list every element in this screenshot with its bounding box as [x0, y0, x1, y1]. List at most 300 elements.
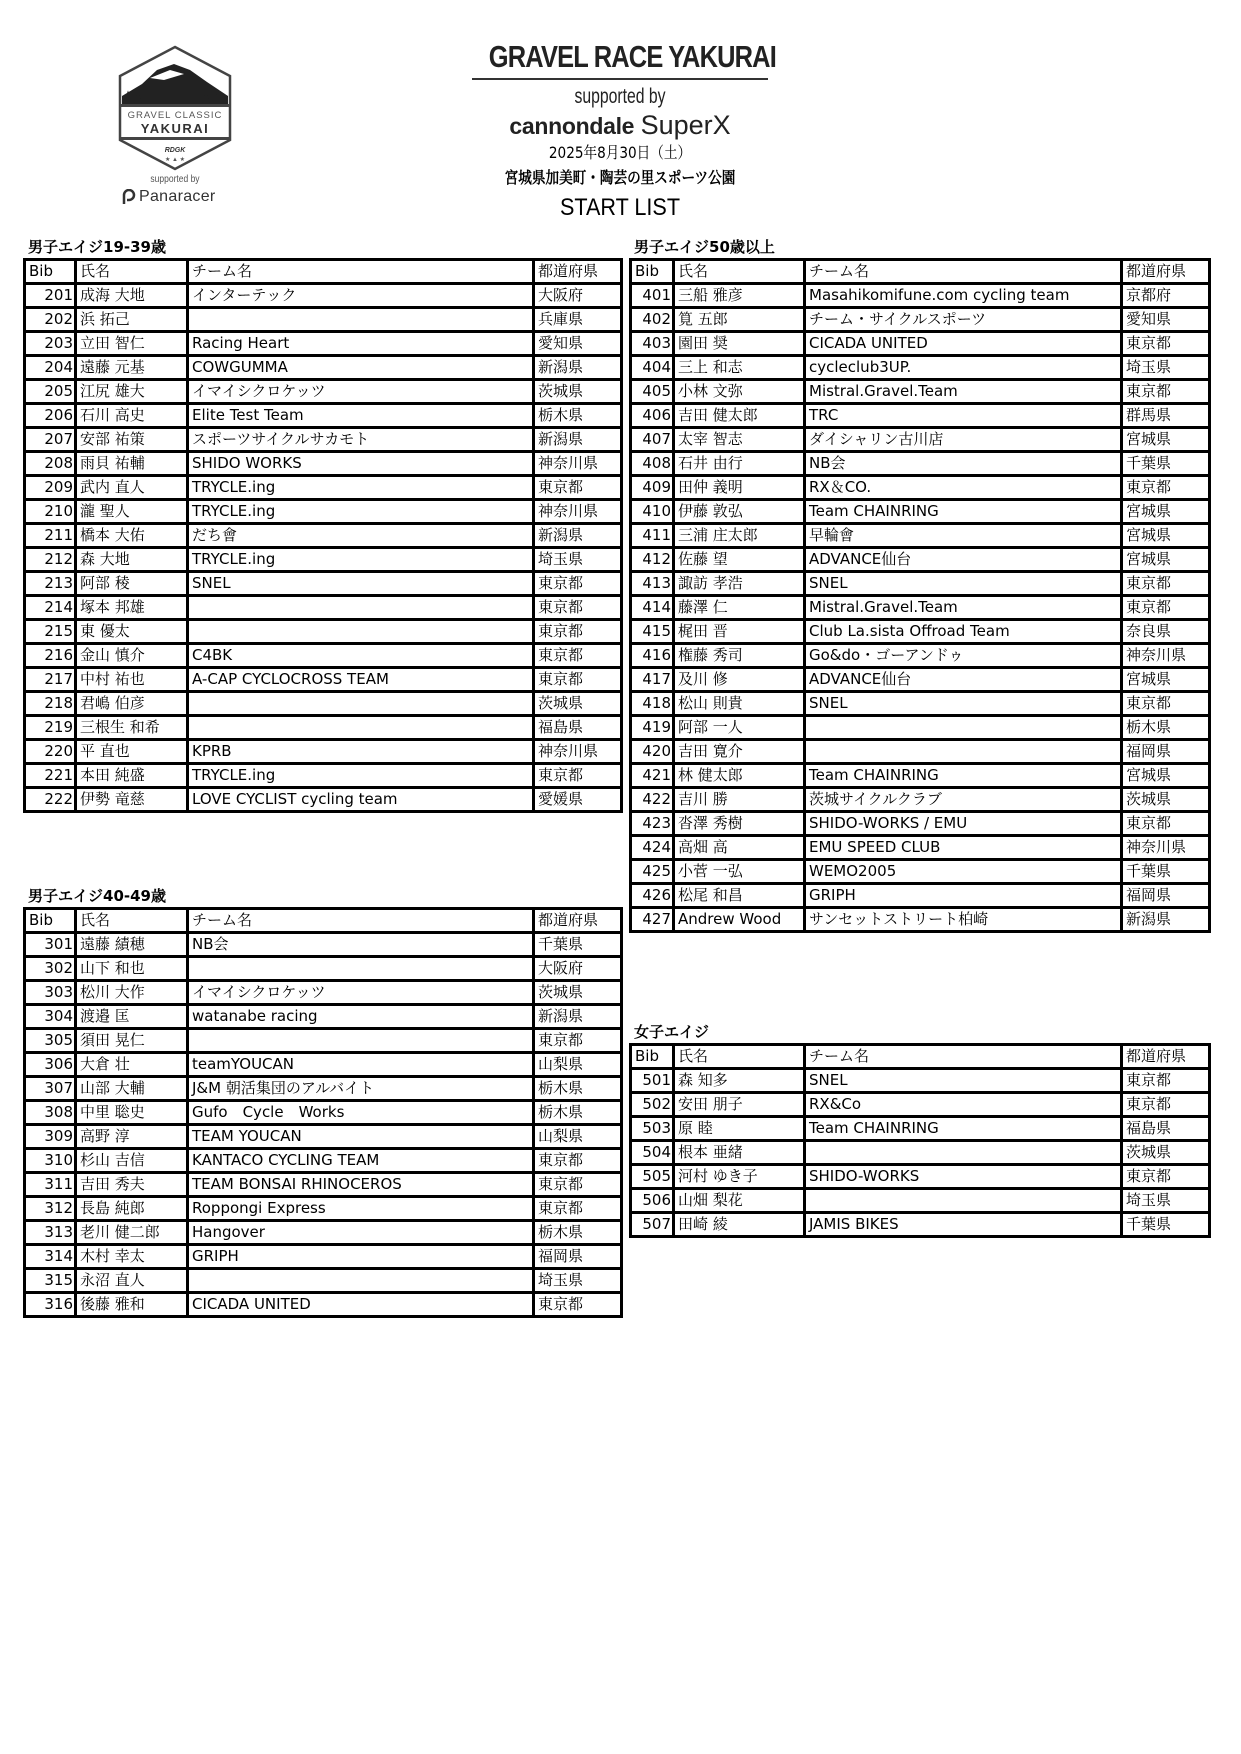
- section-title: 男子エイジ50歳以上: [634, 238, 775, 256]
- table-row: [25, 1173, 622, 1197]
- cell-prefecture: 栃木県: [534, 1221, 622, 1245]
- cell-prefecture: 東京都: [1122, 1069, 1210, 1093]
- cell-prefecture: 奈良県: [1122, 620, 1210, 644]
- cell-team: COWGUMMA: [188, 356, 534, 380]
- table-row: [631, 788, 1210, 812]
- cell-prefecture: 東京都: [1122, 332, 1210, 356]
- cell-team: RX＆CO.: [805, 476, 1122, 500]
- cell-team: ダイシャリン古川店: [805, 428, 1122, 452]
- cell-bib: 506: [631, 1189, 674, 1213]
- cell-team: イマイシクロケッツ: [188, 981, 534, 1005]
- cell-name: 後藤 雅和: [76, 1293, 188, 1317]
- cell-bib: 212: [25, 548, 76, 572]
- event-logo: [112, 44, 238, 210]
- cell-prefecture: 愛媛県: [534, 788, 622, 812]
- cell-bib: 215: [25, 620, 76, 644]
- cell-team: EMU SPEED CLUB: [805, 836, 1122, 860]
- logo-line1: GRAVEL CLASSIC: [127, 110, 223, 121]
- table-row: [631, 332, 1210, 356]
- column-header-prefecture: 都道府県: [1122, 260, 1210, 284]
- cell-team: [188, 308, 534, 332]
- table-row: [631, 404, 1210, 428]
- cell-team: C4BK: [188, 644, 534, 668]
- cell-team: ADVANCE仙台: [805, 548, 1122, 572]
- cell-bib: 411: [631, 524, 674, 548]
- cell-bib: 218: [25, 692, 76, 716]
- cell-prefecture: 宮城県: [1122, 428, 1210, 452]
- cell-bib: 505: [631, 1165, 674, 1189]
- cell-bib: 206: [25, 404, 76, 428]
- column-header-name: 氏名: [674, 260, 805, 284]
- table-row: [631, 1189, 1210, 1213]
- table-row: [631, 1117, 1210, 1141]
- sponsor-brand: cannondale: [509, 113, 635, 139]
- cell-prefecture: 東京都: [1122, 812, 1210, 836]
- table-row: [631, 668, 1210, 692]
- cell-team: ADVANCE仙台: [805, 668, 1122, 692]
- column-header-prefecture: 都道府県: [534, 909, 622, 933]
- cell-bib: 424: [631, 836, 674, 860]
- cell-bib: 425: [631, 860, 674, 884]
- cell-name: 遠藤 績穂: [76, 933, 188, 957]
- cell-prefecture: 千葉県: [1122, 860, 1210, 884]
- table-row: [631, 884, 1210, 908]
- cell-bib: 303: [25, 981, 76, 1005]
- cell-bib: 201: [25, 284, 76, 308]
- cell-team: GRIPH: [188, 1245, 534, 1269]
- cell-team: SNEL: [188, 572, 534, 596]
- cell-bib: 209: [25, 476, 76, 500]
- cell-bib: 403: [631, 332, 674, 356]
- start-list-table: [23, 258, 623, 813]
- cell-prefecture: 宮城県: [1122, 668, 1210, 692]
- cell-prefecture: 埼玉県: [534, 1269, 622, 1293]
- supported-by-label: supported by: [574, 85, 666, 108]
- panaracer-logo: [122, 188, 238, 206]
- cell-prefecture: 神奈川県: [1122, 836, 1210, 860]
- cell-prefecture: 栃木県: [534, 1077, 622, 1101]
- table-row: [631, 836, 1210, 860]
- table-row: [25, 1269, 622, 1293]
- cell-bib: 205: [25, 380, 76, 404]
- cell-name: 三上 和志: [674, 356, 805, 380]
- table-row: [631, 716, 1210, 740]
- table-row: [25, 957, 622, 981]
- table-row: [25, 596, 622, 620]
- cell-prefecture: 福岡県: [534, 1245, 622, 1269]
- cell-bib: 404: [631, 356, 674, 380]
- sponsor-name: [460, 112, 780, 139]
- table-row: [631, 764, 1210, 788]
- cell-bib: 309: [25, 1125, 76, 1149]
- cell-team: SHIDO-WORKS: [805, 1165, 1122, 1189]
- cell-name: 中村 祐也: [76, 668, 188, 692]
- table-row: [631, 380, 1210, 404]
- cell-prefecture: 東京都: [534, 572, 622, 596]
- cell-name: 遠藤 元基: [76, 356, 188, 380]
- cell-prefecture: 東京都: [534, 1149, 622, 1173]
- table-row: [25, 764, 622, 788]
- column-header-team: チーム名: [805, 260, 1122, 284]
- table-row: [631, 692, 1210, 716]
- cell-prefecture: 茨城県: [534, 692, 622, 716]
- cell-prefecture: 宮城県: [1122, 500, 1210, 524]
- cell-prefecture: 宮城県: [1122, 764, 1210, 788]
- cell-name: 平 直也: [76, 740, 188, 764]
- table-row: [25, 1197, 622, 1221]
- cell-prefecture: 栃木県: [534, 1101, 622, 1125]
- cell-prefecture: 東京都: [1122, 476, 1210, 500]
- cell-name: 大倉 壮: [76, 1053, 188, 1077]
- cell-bib: 405: [631, 380, 674, 404]
- cell-team: GRIPH: [805, 884, 1122, 908]
- column-header-bib: Bib: [631, 260, 674, 284]
- table-row: [631, 428, 1210, 452]
- cell-bib: 427: [631, 908, 674, 932]
- section-men-50-plus: [629, 236, 1211, 933]
- table-row: [631, 548, 1210, 572]
- cell-prefecture: 埼玉県: [534, 548, 622, 572]
- table-row: [631, 620, 1210, 644]
- cell-bib: 208: [25, 452, 76, 476]
- cell-bib: 207: [25, 428, 76, 452]
- cell-prefecture: 埼玉県: [1122, 356, 1210, 380]
- cell-prefecture: 東京都: [1122, 572, 1210, 596]
- section-title: 男子エイジ19-39歳: [28, 238, 166, 256]
- cell-bib: 204: [25, 356, 76, 380]
- table-row: [25, 332, 622, 356]
- cell-prefecture: 神奈川県: [534, 740, 622, 764]
- cell-bib: 301: [25, 933, 76, 957]
- table-row: [631, 452, 1210, 476]
- cell-bib: 222: [25, 788, 76, 812]
- cell-team: [805, 1141, 1122, 1165]
- cell-team: TEAM YOUCAN: [188, 1125, 534, 1149]
- cell-bib: 310: [25, 1149, 76, 1173]
- logo-line2: YAKURAI: [140, 121, 210, 136]
- table-row: [631, 500, 1210, 524]
- start-list-table: [629, 258, 1211, 933]
- column-header-prefecture: 都道府県: [1122, 1045, 1210, 1069]
- cell-team: イマイシクロケッツ: [188, 380, 534, 404]
- table-row: [631, 1093, 1210, 1117]
- cell-prefecture: 福島県: [534, 716, 622, 740]
- cell-prefecture: 東京都: [1122, 1093, 1210, 1117]
- cell-name: 長島 純郎: [76, 1197, 188, 1221]
- sponsor-model: SuperX: [640, 110, 731, 140]
- cell-bib: 213: [25, 572, 76, 596]
- table-row: [25, 1029, 622, 1053]
- cell-team: SHIDO-WORKS / EMU: [805, 812, 1122, 836]
- cell-bib: 413: [631, 572, 674, 596]
- cell-team: LOVE CYCLIST cycling team: [188, 788, 534, 812]
- table-header-row: [631, 260, 1210, 284]
- cell-team: [805, 1189, 1122, 1213]
- cell-team: TRYCLE.ing: [188, 500, 534, 524]
- table-row: [631, 476, 1210, 500]
- cell-prefecture: 大阪府: [534, 957, 622, 981]
- cell-bib: 418: [631, 692, 674, 716]
- table-row: [25, 572, 622, 596]
- column-header-name: 氏名: [76, 260, 188, 284]
- table-row: [25, 284, 622, 308]
- cell-name: 橋本 大佑: [76, 524, 188, 548]
- cell-name: 梶田 晋: [674, 620, 805, 644]
- cell-team: CICADA UNITED: [805, 332, 1122, 356]
- cell-name: 松川 大作: [76, 981, 188, 1005]
- table-row: [631, 740, 1210, 764]
- cell-bib: 410: [631, 500, 674, 524]
- cell-team: [188, 596, 534, 620]
- section-title: 男子エイジ40-49歳: [28, 887, 166, 905]
- table-row: [25, 1125, 622, 1149]
- cell-team: TRYCLE.ing: [188, 548, 534, 572]
- cell-prefecture: 愛知県: [534, 332, 622, 356]
- cell-prefecture: 神奈川県: [534, 452, 622, 476]
- cell-team: [805, 716, 1122, 740]
- cell-prefecture: 新潟県: [1122, 908, 1210, 932]
- cell-bib: 412: [631, 548, 674, 572]
- table-row: [25, 716, 622, 740]
- cell-team: Club La.sista Offroad Team: [805, 620, 1122, 644]
- cell-team: スポーツサイクルサカモト: [188, 428, 534, 452]
- cell-team: [805, 740, 1122, 764]
- cell-bib: 216: [25, 644, 76, 668]
- table-row: [25, 524, 622, 548]
- cell-team: WEMO2005: [805, 860, 1122, 884]
- column-header-name: 氏名: [674, 1045, 805, 1069]
- table-row: [25, 404, 622, 428]
- cell-prefecture: 京都府: [1122, 284, 1210, 308]
- cell-bib: 307: [25, 1077, 76, 1101]
- cell-team: TRC: [805, 404, 1122, 428]
- cell-bib: 306: [25, 1053, 76, 1077]
- cell-name: 諏訪 孝浩: [674, 572, 805, 596]
- cell-team: KANTACO CYCLING TEAM: [188, 1149, 534, 1173]
- cell-team: KPRB: [188, 740, 534, 764]
- cell-bib: 407: [631, 428, 674, 452]
- cell-team: [188, 692, 534, 716]
- table-row: [25, 1221, 622, 1245]
- cell-name: 林 健太郎: [674, 764, 805, 788]
- table-row: [25, 1077, 622, 1101]
- cell-name: 森 知多: [674, 1069, 805, 1093]
- cell-team: だち會: [188, 524, 534, 548]
- cell-bib: 217: [25, 668, 76, 692]
- table-row: [631, 596, 1210, 620]
- cell-name: 金山 慎介: [76, 644, 188, 668]
- table-row: [631, 1165, 1210, 1189]
- cell-name: 山下 和也: [76, 957, 188, 981]
- cell-team: [188, 620, 534, 644]
- cell-bib: 302: [25, 957, 76, 981]
- svg-text:★ ▲ ★: ★ ▲ ★: [164, 157, 186, 163]
- section-women: [629, 1021, 1211, 1238]
- cell-prefecture: 大阪府: [534, 284, 622, 308]
- event-date: 2025年8月30日（土）: [548, 143, 692, 162]
- cell-prefecture: 東京都: [534, 1173, 622, 1197]
- cell-name: 阿部 稜: [76, 572, 188, 596]
- cell-prefecture: 新潟県: [534, 356, 622, 380]
- cell-team: Go&do・ゴーアンドゥ: [805, 644, 1122, 668]
- cell-bib: 203: [25, 332, 76, 356]
- cell-bib: 503: [631, 1117, 674, 1141]
- cell-name: 木村 幸太: [76, 1245, 188, 1269]
- cell-name: 浜 拓己: [76, 308, 188, 332]
- section-men-19-39: [23, 236, 623, 813]
- cell-bib: 417: [631, 668, 674, 692]
- column-header-bib: Bib: [25, 909, 76, 933]
- cell-name: 石川 高史: [76, 404, 188, 428]
- cell-team: [188, 716, 534, 740]
- cell-prefecture: 神奈川県: [1122, 644, 1210, 668]
- cell-bib: 426: [631, 884, 674, 908]
- section-title: 女子エイジ: [634, 1023, 710, 1041]
- column-header-team: チーム名: [188, 909, 534, 933]
- cell-bib: 304: [25, 1005, 76, 1029]
- cell-team: [188, 1029, 534, 1053]
- cell-prefecture: 東京都: [1122, 692, 1210, 716]
- start-list-table: [23, 907, 623, 1318]
- cell-team: RX&Co: [805, 1093, 1122, 1117]
- table-row: [631, 812, 1210, 836]
- cell-name: 原 睦: [674, 1117, 805, 1141]
- cell-bib: 406: [631, 404, 674, 428]
- cell-prefecture: 東京都: [534, 1197, 622, 1221]
- cell-prefecture: 山梨県: [534, 1125, 622, 1149]
- cell-bib: 221: [25, 764, 76, 788]
- cell-name: 田崎 綾: [674, 1213, 805, 1237]
- cell-name: 石井 由行: [674, 452, 805, 476]
- cell-team: Mistral.Gravel.Team: [805, 596, 1122, 620]
- table-row: [25, 356, 622, 380]
- cell-name: 杉山 吉信: [76, 1149, 188, 1173]
- cell-team: Masahikomifune.com cycling team: [805, 284, 1122, 308]
- cell-bib: 401: [631, 284, 674, 308]
- table-row: [25, 428, 622, 452]
- cell-bib: 210: [25, 500, 76, 524]
- cell-name: 佐藤 望: [674, 548, 805, 572]
- cell-prefecture: 東京都: [534, 476, 622, 500]
- cell-bib: 313: [25, 1221, 76, 1245]
- cell-prefecture: 神奈川県: [534, 500, 622, 524]
- cell-name: 東 優太: [76, 620, 188, 644]
- cell-prefecture: 宮城県: [1122, 524, 1210, 548]
- cell-bib: 311: [25, 1173, 76, 1197]
- cell-prefecture: 栃木県: [1122, 716, 1210, 740]
- table-row: [25, 380, 622, 404]
- table-row: [631, 524, 1210, 548]
- table-row: [631, 644, 1210, 668]
- cell-name: 瀧 聖人: [76, 500, 188, 524]
- cell-name: 伊藤 敦弘: [674, 500, 805, 524]
- cell-team: Team CHAINRING: [805, 1117, 1122, 1141]
- cell-prefecture: 福岡県: [1122, 884, 1210, 908]
- section-men-40-49: [23, 885, 623, 1318]
- cell-prefecture: 愛知県: [1122, 308, 1210, 332]
- cell-prefecture: 千葉県: [1122, 452, 1210, 476]
- table-row: [631, 860, 1210, 884]
- panaracer-text: Panaracer: [139, 188, 216, 205]
- table-row: [25, 1101, 622, 1125]
- table-row: [631, 908, 1210, 932]
- cell-team: 早輪會: [805, 524, 1122, 548]
- cell-team: J&M 朝活集団のアルバイト: [188, 1077, 534, 1101]
- cell-prefecture: 東京都: [534, 620, 622, 644]
- cell-name: Andrew Wood: [674, 908, 805, 932]
- svg-text:RDGK: RDGK: [164, 147, 186, 154]
- cell-team: 茨城サイクルクラブ: [805, 788, 1122, 812]
- cell-bib: 422: [631, 788, 674, 812]
- cell-team: Gufo Cycle Works: [188, 1101, 534, 1125]
- cell-prefecture: 宮城県: [1122, 548, 1210, 572]
- panaracer-p-icon: [122, 189, 136, 205]
- cell-name: 三船 雅彦: [674, 284, 805, 308]
- cell-team: NB会: [805, 452, 1122, 476]
- cell-team: teamYOUCAN: [188, 1053, 534, 1077]
- cell-bib: 312: [25, 1197, 76, 1221]
- table-row: [631, 308, 1210, 332]
- table-row: [25, 788, 622, 812]
- table-row: [25, 500, 622, 524]
- cell-name: 小菅 一弘: [674, 860, 805, 884]
- cell-name: 根本 亜緒: [674, 1141, 805, 1165]
- cell-prefecture: 新潟県: [534, 524, 622, 548]
- cell-name: 塚本 邦雄: [76, 596, 188, 620]
- table-row: [25, 1149, 622, 1173]
- cell-team: サンセットストリート柏崎: [805, 908, 1122, 932]
- cell-team: [188, 957, 534, 981]
- column-header-team: チーム名: [805, 1045, 1122, 1069]
- cell-name: 高野 淳: [76, 1125, 188, 1149]
- column-header-bib: Bib: [25, 260, 76, 284]
- start-list-table: [629, 1043, 1211, 1238]
- cell-prefecture: 兵庫県: [534, 308, 622, 332]
- cell-prefecture: 新潟県: [534, 1005, 622, 1029]
- cell-bib: 419: [631, 716, 674, 740]
- cell-name: 沓澤 秀樹: [674, 812, 805, 836]
- page-header: [460, 40, 780, 222]
- table-row: [25, 548, 622, 572]
- cell-name: 太宰 智志: [674, 428, 805, 452]
- cell-team: Mistral.Gravel.Team: [805, 380, 1122, 404]
- table-row: [25, 740, 622, 764]
- cell-name: 小林 文弥: [674, 380, 805, 404]
- cell-name: 山畑 梨花: [674, 1189, 805, 1213]
- table-row: [631, 1069, 1210, 1093]
- cell-name: 永沼 直人: [76, 1269, 188, 1293]
- cell-bib: 314: [25, 1245, 76, 1269]
- cell-name: 権藤 秀司: [674, 644, 805, 668]
- title-divider: [472, 78, 768, 80]
- cell-bib: 502: [631, 1093, 674, 1117]
- table-row: [631, 1213, 1210, 1237]
- cell-bib: 219: [25, 716, 76, 740]
- cell-bib: 316: [25, 1293, 76, 1317]
- cell-prefecture: 東京都: [534, 1293, 622, 1317]
- start-list-title: START LIST: [559, 194, 681, 221]
- cell-name: 伊勢 竜慈: [76, 788, 188, 812]
- cell-name: 吉田 健太郎: [674, 404, 805, 428]
- cell-bib: 415: [631, 620, 674, 644]
- cell-bib: 305: [25, 1029, 76, 1053]
- cell-team: SNEL: [805, 692, 1122, 716]
- cell-name: 立田 智仁: [76, 332, 188, 356]
- cell-team: JAMIS BIKES: [805, 1213, 1122, 1237]
- table-row: [25, 1293, 622, 1317]
- cell-team: インターテック: [188, 284, 534, 308]
- logo-supported-by: supported by: [150, 174, 200, 185]
